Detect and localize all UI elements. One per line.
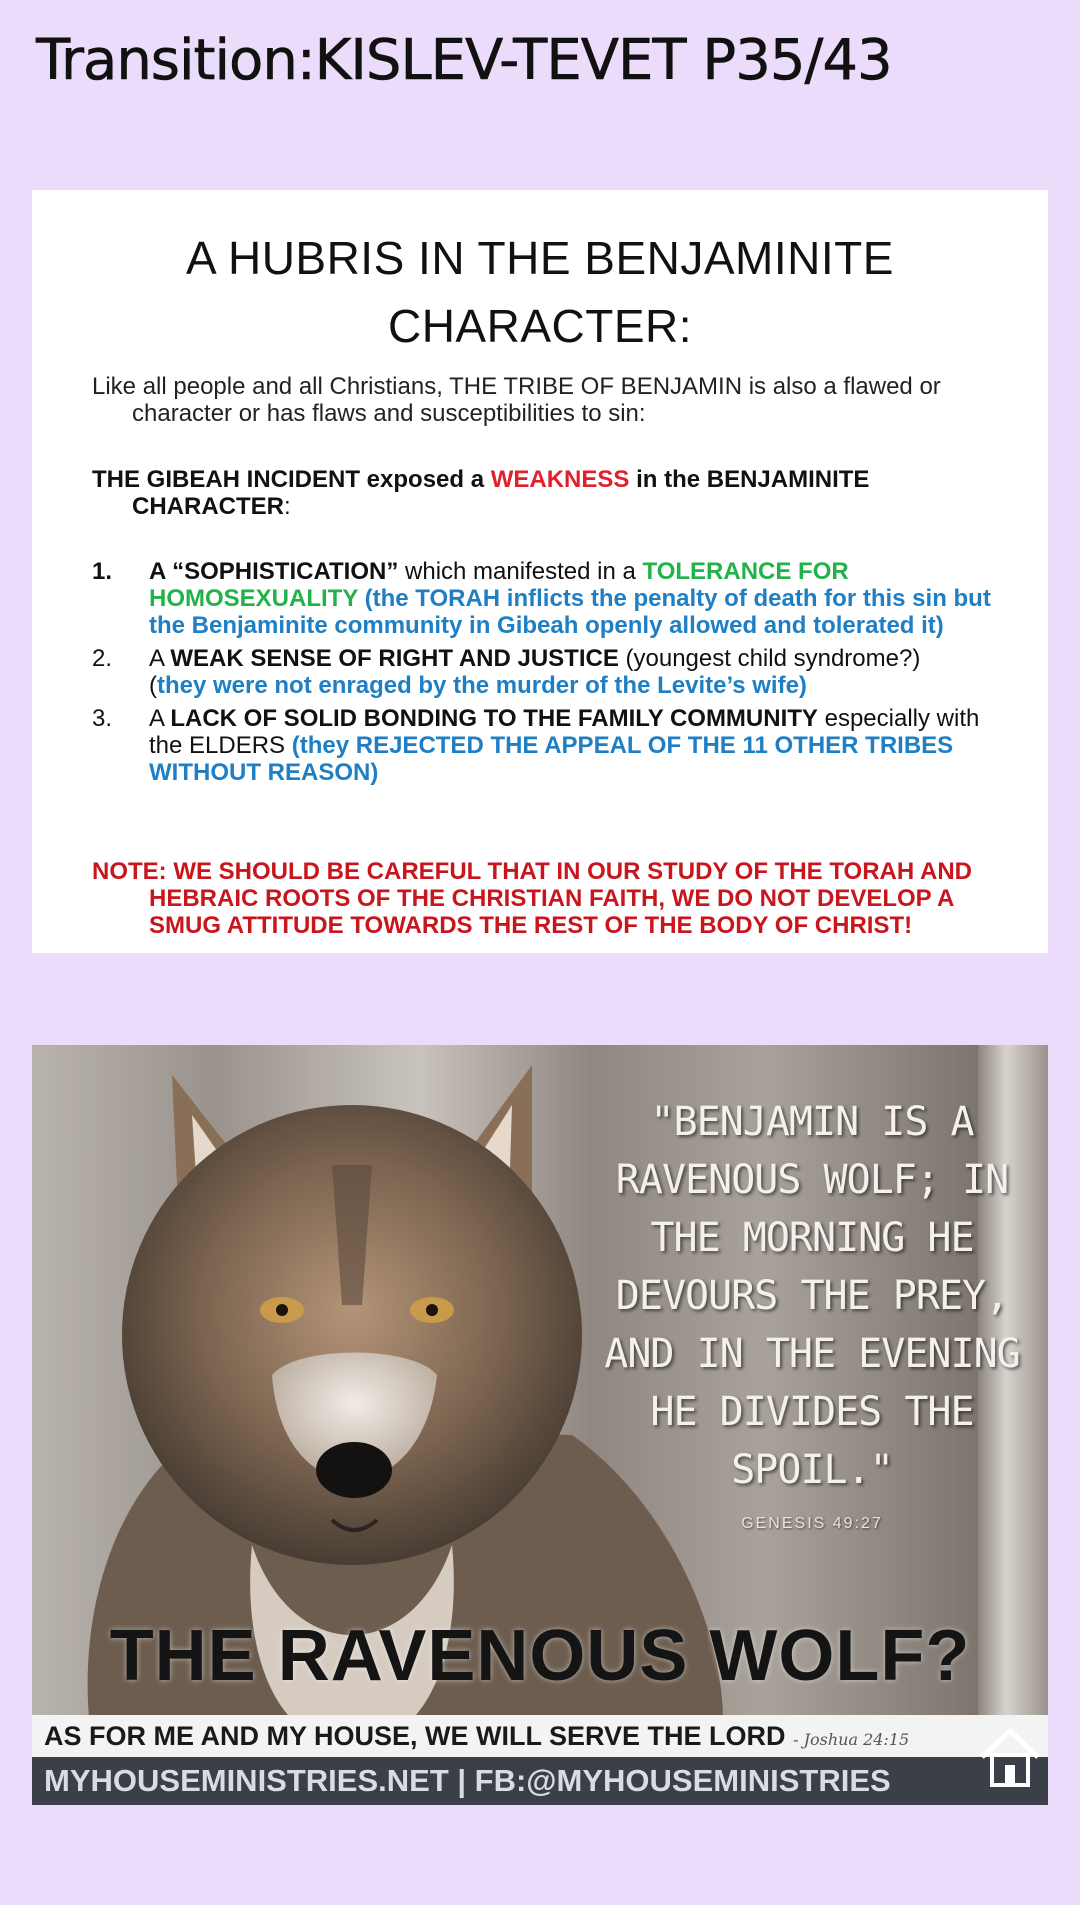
- list-item: 1. A “SOPHISTICATION” which manifested in a TOLERANCE FOR HOMOSEXUALITY (the TORAH inflicts the penalty of death for this sin but the Benjaminite community in Gibeah openly allowed and tolerated it): [92, 558, 991, 639]
- wolf-poster-image: [32, 1045, 1048, 1805]
- list-item: 3. A LACK OF SOLID BONDING TO THE FAMILY COMMUNITY especially with the ELDERS (they REJECTED THE APPEAL OF THE 11 OTHER TRIBES WITHOUT REASON): [92, 705, 980, 786]
- poster-headline: THE RAVENOUS WOLF?: [109, 1616, 971, 1696]
- scripture-quote: "BENJAMIN IS A RAVENOUS WOLF; IN THE MORNING HE DEVOURS THE PREY, AND IN THE EVENING HE DIVIDES THE SPOIL.": [604, 1099, 1020, 1493]
- house-logo-icon: [978, 1725, 1042, 1799]
- list-item: 2. A WEAK SENSE OF RIGHT AND JUSTICE (youngest child syndrome?) (they were not enraged by the murder of the Levite’s wife): [92, 645, 921, 699]
- weakness-list: [92, 558, 992, 792]
- page-title: Transition:KISLEV-TEVET P35/43: [36, 28, 892, 93]
- gibeah-paragraph: THE GIBEAH INCIDENT exposed a WEAKNESS in the BENJAMINITE CHARACTER:: [92, 466, 870, 520]
- motto-strip: AS FOR ME AND MY HOUSE, WE WILL SERVE THE LORD - Joshua 24:15: [32, 1715, 1048, 1757]
- weakness-highlight: WEAKNESS: [490, 466, 630, 493]
- note-paragraph: NOTE: WE SHOULD BE CAREFUL THAT IN OUR STUDY OF THE TORAH AND HEBRAIC ROOTS OF THE CHRISTIAN FAITH, WE DO NOT DEVELOP A SMUG ATTITUDE TOWARDS THE REST OF THE BODY OF CHRIST!: [92, 858, 972, 939]
- slide-image: [32, 190, 1048, 953]
- ministry-footer: MYHOUSEMINISTRIES.NET | FB:@MYHOUSEMINISTRIES: [32, 1757, 1048, 1805]
- scripture-citation: GENESIS 49:27: [741, 1515, 883, 1532]
- intro-paragraph: Like all people and all Christians, THE TRIBE OF BENJAMIN is also a flawed or character or has flaws and susceptibilities to sin:: [92, 373, 941, 427]
- slide-heading: A HUBRIS IN THE BENJAMINITE CHARACTER:: [186, 232, 894, 352]
